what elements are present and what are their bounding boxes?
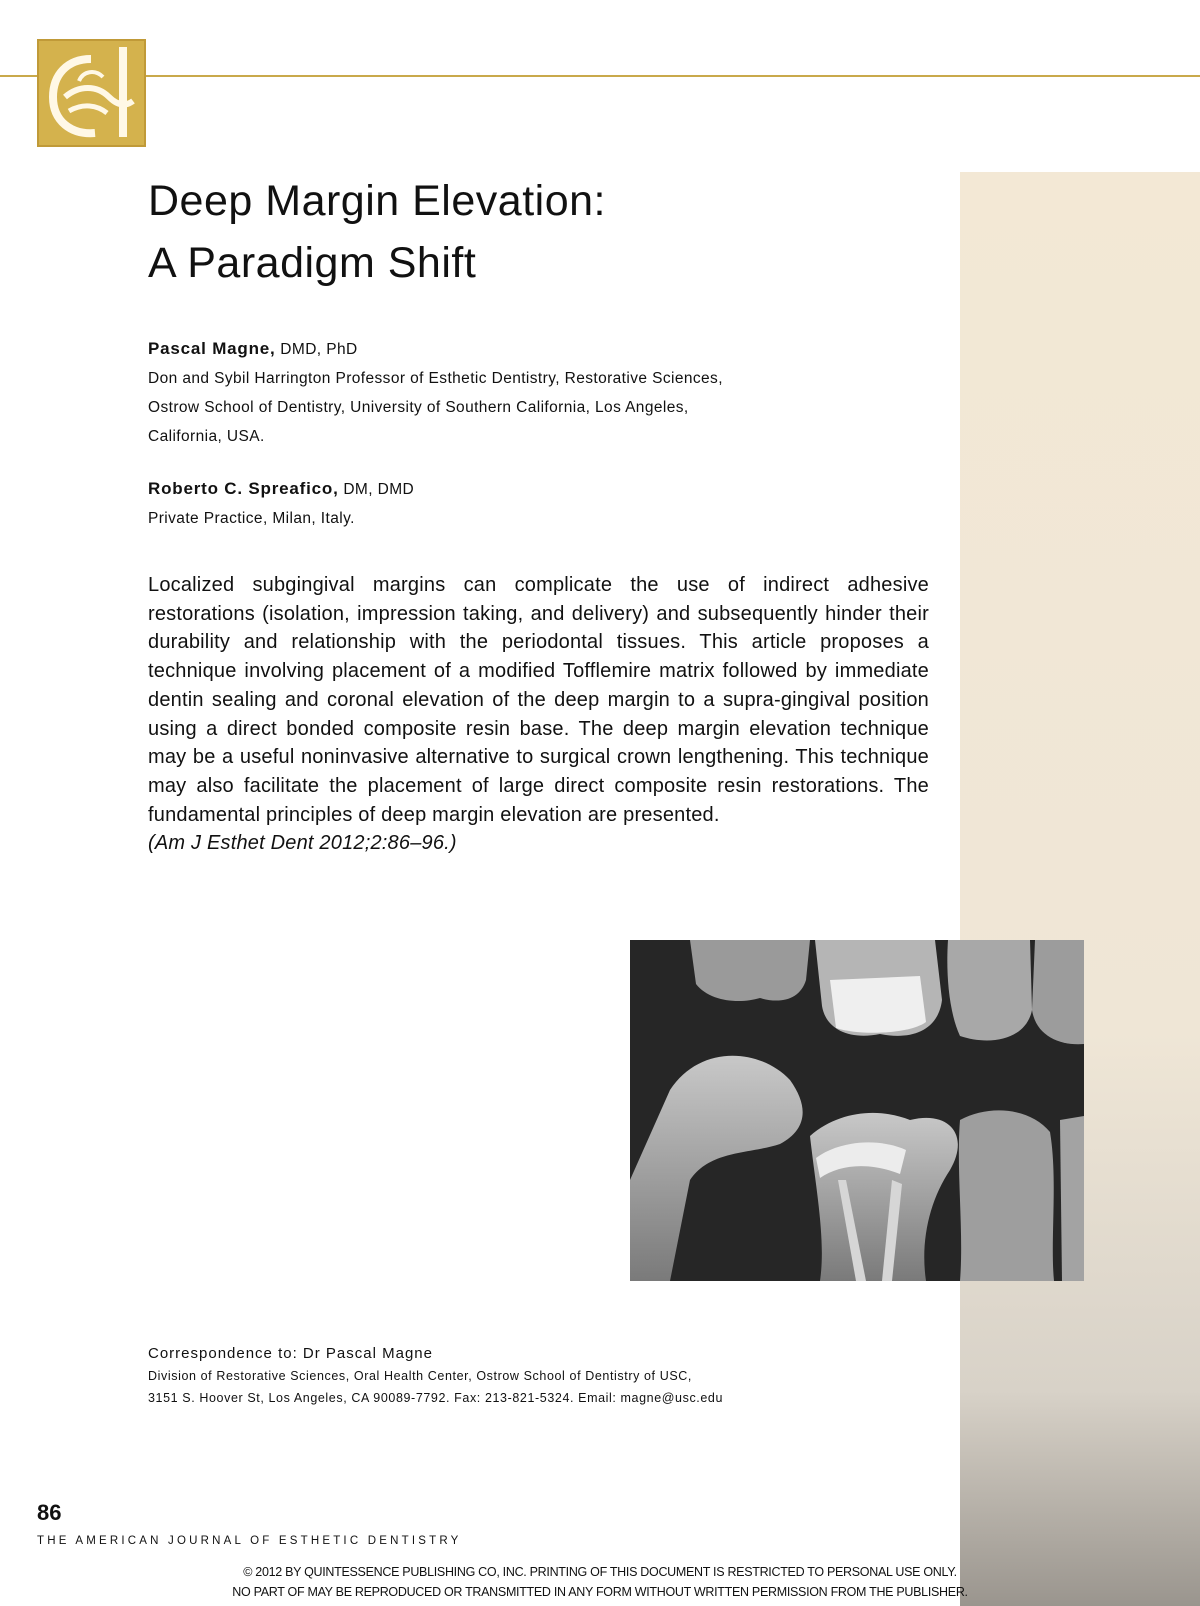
author-affiliation-line: Private Practice, Milan, Italy. [148, 510, 355, 527]
journal-name: THE AMERICAN JOURNAL OF ESTHETIC DENTISTRY [37, 1535, 462, 1547]
abstract [148, 571, 929, 858]
author-name: Roberto C. Spreafico, [148, 479, 339, 498]
header-rule [0, 75, 1200, 77]
abstract-citation: (Am J Esthet Dent 2012;2:86–96.) [148, 832, 457, 855]
correspondence-contact-line: 3151 S. Hoover St, Los Angeles, CA 90089-7792. Fax: 213-821-5324. Email: magne@usc.edu [148, 1391, 724, 1405]
title-line-2: A Paradigm Shift [148, 239, 477, 287]
author-affiliation-line: Don and Sybil Harrington Professor of Esthetic Dentistry, Restorative Sciences, [148, 370, 723, 387]
journal-logo-icon [37, 39, 146, 147]
correspondence-address-line: Division of Restorative Sciences, Oral Health Center, Ostrow School of Dentistry of USC, [148, 1369, 692, 1383]
author-degrees: DMD, PhD [280, 341, 358, 358]
article-title [148, 170, 928, 294]
author-affiliation-line: California, USA. [148, 428, 265, 445]
author-name: Pascal Magne, [148, 339, 276, 358]
correspondence-block [148, 1343, 908, 1409]
author-degrees: DM, DMD [343, 481, 415, 498]
correspondence-heading: Correspondence to: Dr Pascal Magne [148, 1345, 433, 1362]
dental-radiograph-image [630, 940, 1084, 1281]
copyright-line-2: NO PART OF MAY BE REPRODUCED OR TRANSMITTED IN ANY FORM WITHOUT WRITTEN PERMISSION FROM THE PUBLISHER. [232, 1585, 968, 1599]
decorative-side-panel [960, 172, 1200, 1606]
abstract-text: Localized subgingival margins can complicate the use of indirect adhesive restorations (isolation, impression taking, and delivery) and subsequently hinder their durability and relationship with the periodontal tissues. This article proposes a technique involving placement of a modified Tofflemire matrix followed by immediate dentin sealing and coronal elevation of the deep margin to a supra-gingival position using a direct bonded composite resin base. The deep margin elevation technique may be a useful noninvasive alternative to surgical crown lengthening. This technique may also facilitate the placement of large direct composite resin restorations. The fundamental principles of deep margin elevation are presented. [148, 574, 929, 826]
copyright-notice [170, 1562, 1030, 1602]
title-line-1: Deep Margin Elevation: [148, 177, 606, 225]
author-block-2 [148, 474, 928, 533]
page-number: 86 [37, 1500, 62, 1525]
author-block-1 [148, 334, 928, 451]
author-affiliation-line: Ostrow School of Dentistry, University of Southern California, Los Angeles, [148, 399, 689, 416]
copyright-line-1: © 2012 BY QUINTESSENCE PUBLISHING CO, INC. PRINTING OF THIS DOCUMENT IS RESTRICTED TO PERSONAL USE ONLY. [243, 1565, 957, 1579]
